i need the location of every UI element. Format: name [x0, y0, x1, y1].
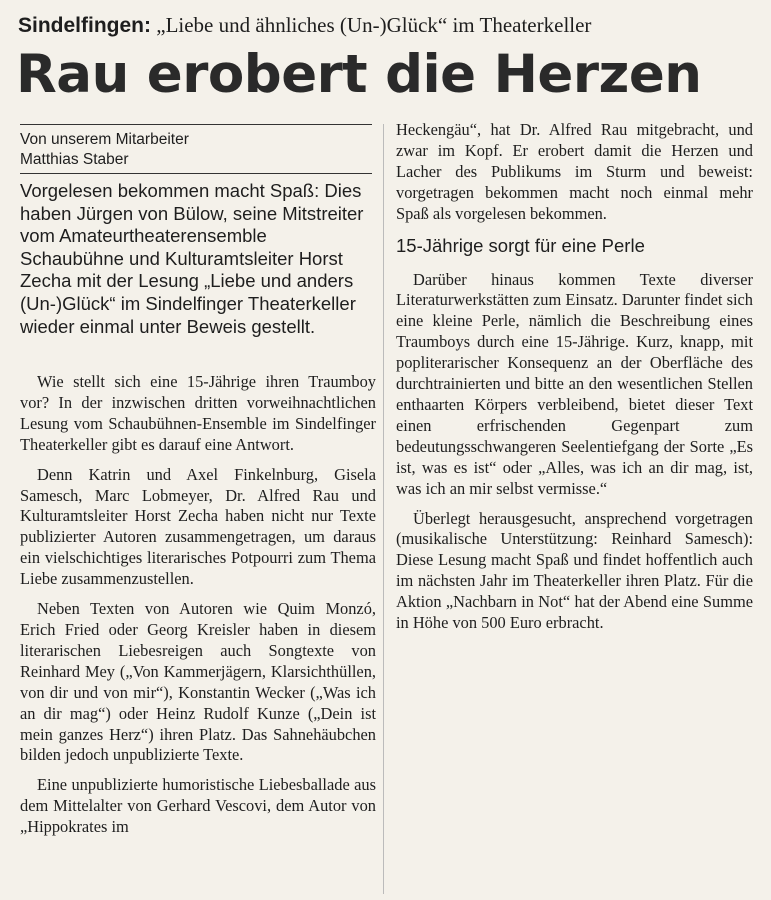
body-paragraph: Neben Texten von Autoren wie Quim Monzó, Erich Fried oder Georg Kreisler haben in diesem literarischen Liebesreigen auch Songtexte von Reinhard Mey („Von Kammerjägern, Klarsichthüllen, von dir und von mir“), Konstantin Wecker („Was ich an dir mag“) oder Heinz Rudolf Kunze („Dein ist mein ganzes Herz“) ihren Platz. Das Sahnehäubchen bilden jedoch unpublizierte Texte. — [20, 599, 376, 765]
kicker-line — [18, 12, 758, 39]
body-paragraph: Wie stellt sich eine 15-Jährige ihren Traumboy vor? In der inzwischen dritten vorweihnachtlichen Lesung vom Schaubühnen-Ensemble im Sindelfinger Theaterkeller gibt es darauf eine Antwort. — [20, 372, 376, 454]
subheading: 15-Jährige sorgt für eine Perle — [396, 234, 645, 256]
byline — [20, 130, 370, 170]
byline-line-1: Von unserem Mitarbeiter — [20, 131, 189, 148]
byline-author: Matthias Staber — [20, 151, 129, 168]
body-paragraph: Eine unpublizierte humoristische Liebesballade aus dem Mittelalter von Gerhard Vescovi, dem Autor von „Hippokrates im — [20, 775, 376, 837]
article-column-1 — [20, 372, 376, 847]
byline-top-rule — [20, 124, 372, 125]
body-paragraph: Denn Katrin und Axel Finkelnburg, Gisela Samesch, Marc Lobmeyer, Dr. Alfred Rau und Kulturamtsleiter Horst Zecha haben nicht nur Texte publizierter Autoren zusammengetragen, um daraus ein vielschichtiges literarisches Potpourri zum Thema Liebe zusammenzustellen. — [20, 464, 376, 589]
headline: Rau erobert die Herzen — [16, 44, 702, 105]
kicker-place: Sindelfingen: — [18, 14, 151, 37]
kicker-topic: „Liebe und ähnliches (Un-)Glück“ im Theaterkeller — [156, 13, 592, 37]
lead-paragraph: Vorgelesen bekommen macht Spaß: Dies haben Jürgen von Bülow, seine Mitstreiter vom Amateurtheaterensemble Schaubühne und Kulturamtsleiter Horst Zecha mit der Lesung „Liebe und anders (Un-)Glück“ im Sindelfinger Theaterkeller wieder einmal unter Beweis gestellt. — [20, 180, 364, 337]
body-paragraph: Überlegt herausgesucht, ansprechend vorgetragen (musikalische Unterstützung: Reinhard Samesch): Diese Lesung macht Spaß und findet hoffentlich auch im nächsten Jahr im Theaterkeller ihren Platz. Für die Aktion „Nachbarn in Not“ hat der Abend eine Summe in Höhe von 500 Euro erbracht. — [396, 508, 753, 633]
article-column-2 — [396, 120, 753, 643]
byline-bottom-rule — [20, 173, 372, 174]
body-paragraph: Darüber hinaus kommen Texte diverser Literaturwerkstätten zum Einsatz. Darunter findet sich eine kleine Perle, nämlich die Beschreibung eines Traumboys durch eine 15-Jährige. Kurz, knapp, mit popliterarischer Konsequenz an der Oberfläche des durchtrainierten und bitte an den wesentlichen Stellen enthaarten Körpers verbleibend, bietet dieser Text einen erfrischenden Gegenpart zum bedeutungsschwangeren Seelentiefgang der Sorte „Es ist, was es ist“ oder „Alles, was ich an dir mag, ist, was ich an mir selbst vermisse.“ — [396, 269, 753, 498]
column-divider — [383, 124, 384, 894]
body-paragraph-continued: Heckengäu“, hat Dr. Alfred Rau mitgebracht, und zwar im Kopf. Er erobert damit die Herzen und Lacher des Publikums im Sturm und beweist: vorgetragen bekommen macht noch einmal mehr Spaß als vorgelesen bekommen. — [396, 120, 753, 223]
